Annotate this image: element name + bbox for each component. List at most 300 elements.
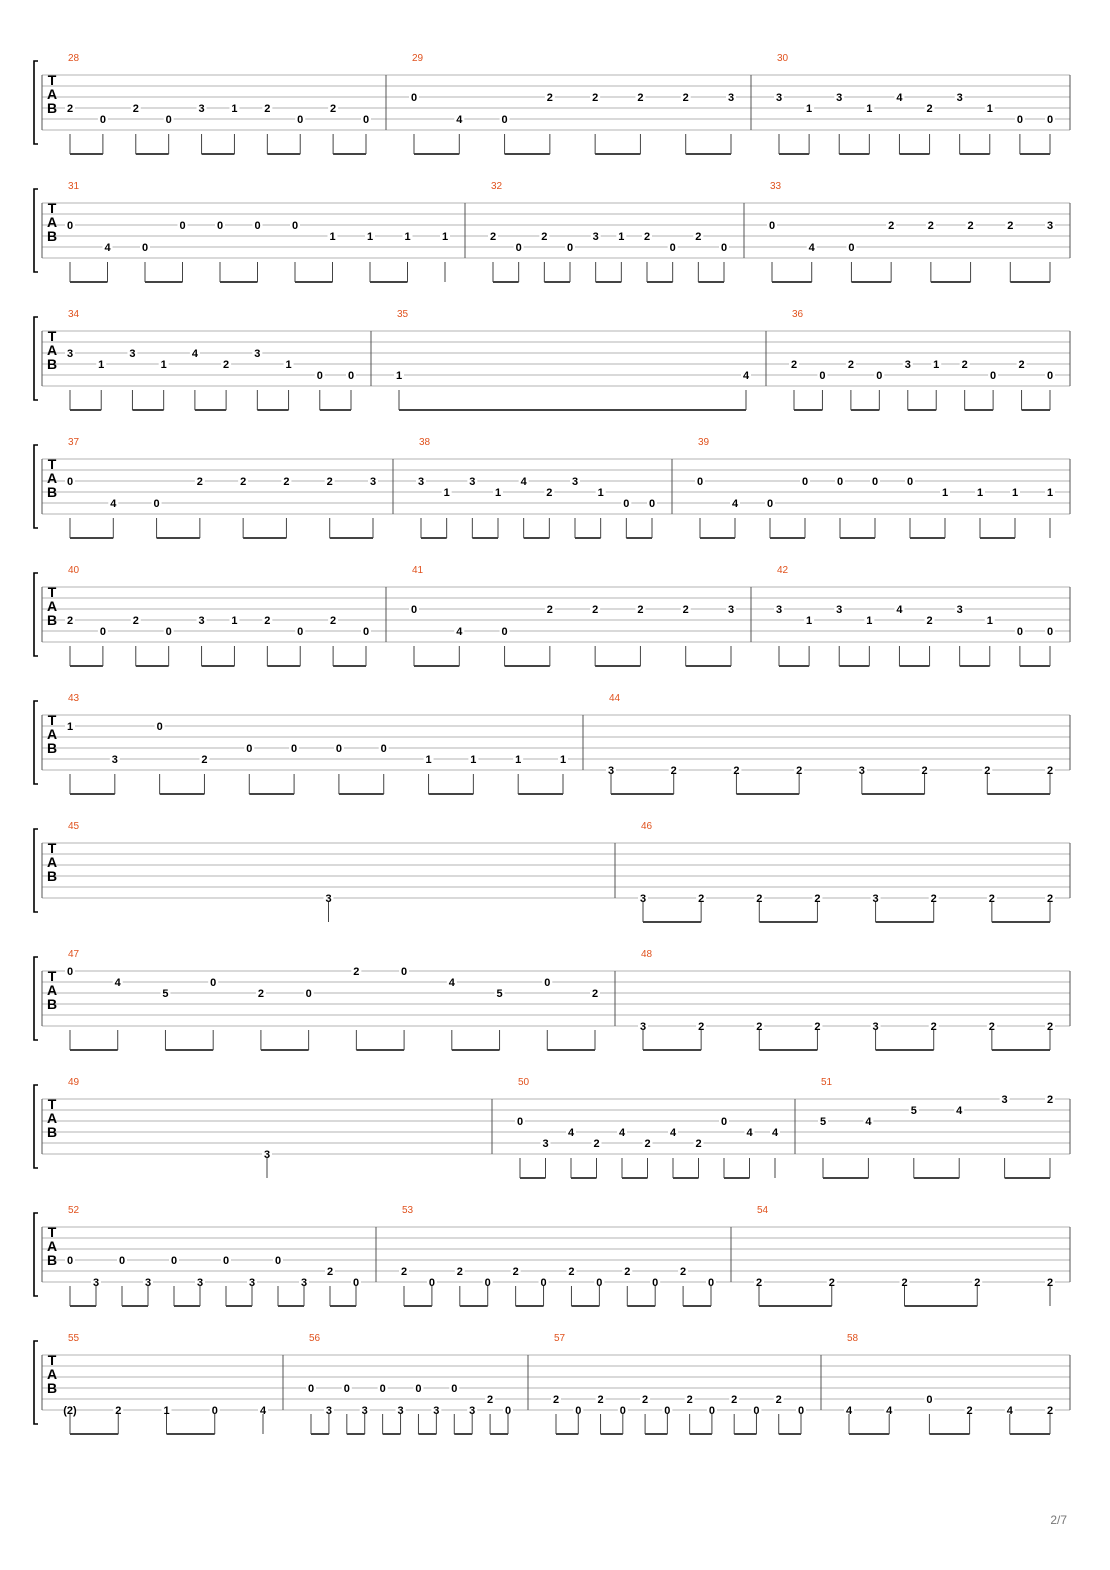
fret-number: 4: [456, 114, 463, 126]
fret-number: 2: [1046, 1405, 1054, 1417]
fret-number: 0: [410, 604, 418, 616]
measure: [409, 53, 736, 154]
fret-number: 4: [110, 498, 117, 510]
measure-number: 40: [68, 565, 80, 576]
fret-number: 2: [698, 1021, 705, 1033]
fret-number: 2: [624, 1266, 631, 1278]
fret-number: 3: [397, 1405, 404, 1417]
tab-clef-letter: A: [46, 726, 58, 742]
fret-number: 0: [297, 626, 304, 638]
fret-number: 0: [99, 626, 106, 638]
fret-number: 0: [316, 370, 323, 382]
tab-clef-letter: T: [47, 712, 57, 728]
tab-clef-letter: B: [46, 868, 58, 884]
fret-number: 3: [727, 92, 735, 104]
fret-number: 0: [575, 1405, 582, 1417]
measure-number: 53: [402, 1205, 414, 1216]
fret-number: 3: [198, 103, 205, 115]
fret-number: 1: [986, 103, 993, 115]
fret-number: 3: [872, 893, 879, 905]
fret-number: 0: [619, 1405, 626, 1417]
fret-number: 2: [988, 893, 995, 905]
measure-number: 57: [554, 1333, 566, 1344]
staff-system: [34, 1205, 1070, 1306]
measure: [65, 181, 450, 282]
tab-clef-letter: B: [46, 484, 58, 500]
fret-number: 2: [814, 893, 821, 905]
measure: [774, 53, 1055, 154]
system-bracket: [34, 61, 38, 144]
measure: [65, 309, 356, 410]
measure: [515, 1077, 780, 1178]
fret-number: 1: [806, 103, 813, 115]
fret-number: 2: [930, 1021, 937, 1033]
fret-number: 0: [165, 626, 172, 638]
fret-number: 1: [1011, 487, 1019, 499]
measure-number: 37: [68, 437, 80, 448]
fret-number: 2: [680, 1266, 687, 1278]
fret-number: 3: [858, 765, 865, 777]
fret-number: 0: [246, 743, 253, 755]
measure: [844, 1333, 1055, 1434]
measure: [416, 437, 657, 538]
fret-number: 0: [876, 370, 883, 382]
measure-number: 41: [412, 565, 424, 576]
fret-number: 0: [379, 1383, 386, 1395]
fret-number: 3: [592, 231, 599, 243]
fret-number: 2: [546, 487, 553, 499]
system-bracket: [34, 957, 38, 1040]
fret-number: 0: [380, 743, 387, 755]
fret-number: 2: [698, 893, 705, 905]
fret-number: 0: [819, 370, 826, 382]
fret-number: 0: [352, 1277, 360, 1289]
fret-number: 2: [901, 1277, 908, 1289]
fret-number: 0: [707, 1277, 715, 1289]
fret-number: 0: [766, 498, 774, 510]
tab-clef-letter: T: [47, 968, 57, 984]
fret-number: 0: [305, 988, 312, 1000]
measure-number: 44: [609, 693, 621, 704]
tab-clef-letter: A: [46, 1366, 58, 1382]
fret-number: 0: [222, 1255, 230, 1267]
fret-number: 0: [118, 1255, 126, 1267]
measure: [767, 181, 1055, 282]
system-bracket: [34, 317, 38, 400]
fret-number: 3: [325, 893, 332, 905]
fret-number: 2: [1046, 893, 1054, 905]
fret-number: 2: [1046, 1277, 1054, 1289]
measure-number: 29: [412, 53, 424, 64]
staff-system: [34, 309, 1070, 410]
tab-clef-letter: B: [46, 996, 58, 1012]
fret-number: 0: [156, 721, 163, 733]
fret-number: 0: [291, 220, 299, 232]
fret-number: 0: [179, 220, 186, 232]
fret-number: 2: [756, 893, 763, 905]
fret-number: 2: [240, 476, 247, 488]
fret-number: 5: [910, 1105, 917, 1117]
fret-number: 0: [484, 1277, 491, 1289]
fret-number: 0: [343, 1383, 350, 1395]
fret-number: 3: [469, 476, 476, 488]
fret-number: 0: [648, 498, 656, 510]
fret-number: 0: [99, 114, 106, 126]
fret-number: 3: [417, 476, 425, 488]
fret-number: 1: [285, 359, 292, 371]
fret-number: 2: [283, 476, 290, 488]
tab-clef-letter: B: [46, 1252, 58, 1268]
fret-number: 0: [768, 220, 776, 232]
fret-number: 0: [836, 476, 844, 488]
fret-number: 2: [541, 231, 548, 243]
staff-system: [34, 53, 1070, 154]
fret-number: 4: [104, 242, 111, 254]
fret-number: 0: [141, 242, 149, 254]
fret-number: 2: [330, 615, 337, 627]
fret-number: 0: [652, 1277, 659, 1289]
fret-number: 2: [1007, 220, 1014, 232]
tab-clef-letter: T: [47, 328, 57, 344]
fret-number: 2: [961, 359, 968, 371]
fret-number: 0: [540, 1277, 547, 1289]
fret-number: 0: [66, 1255, 74, 1267]
system-bracket: [34, 1085, 38, 1168]
measure: [68, 1077, 272, 1178]
fret-number: 2: [756, 1021, 763, 1033]
fret-number: 2: [988, 1021, 995, 1033]
fret-number: 2: [921, 765, 928, 777]
measure-number: 35: [397, 309, 409, 320]
fret-number: 2: [731, 1394, 738, 1406]
fret-number: 3: [872, 1021, 879, 1033]
fret-number: 3: [836, 92, 843, 104]
fret-number: 0: [566, 242, 574, 254]
fret-number: 0: [801, 476, 809, 488]
staff-system: [34, 949, 1070, 1050]
fret-number: 2: [755, 1277, 763, 1289]
fret-number: 1: [515, 754, 522, 766]
fret-number: 2: [733, 765, 740, 777]
fret-number: 4: [845, 1405, 853, 1417]
staff-system: [34, 565, 1070, 666]
fret-number: 0: [696, 476, 704, 488]
measure: [65, 565, 371, 666]
fret-number: 0: [216, 220, 224, 232]
measure: [789, 309, 1055, 410]
tab-clef-letter: T: [47, 584, 57, 600]
fret-number: 3: [571, 476, 579, 488]
measure-number: 54: [757, 1205, 769, 1216]
fret-number: 3: [325, 1405, 332, 1417]
fret-number: 2: [115, 1405, 122, 1417]
fret-number: 2: [1046, 1021, 1054, 1033]
fret-number: 1: [163, 1405, 170, 1417]
fret-number: 1: [470, 754, 477, 766]
tab-clef-letter: B: [46, 356, 58, 372]
fret-number: 2: [888, 220, 895, 232]
fret-number: 0: [669, 242, 676, 254]
tab-clef-letter: T: [47, 1352, 57, 1368]
measure: [754, 1205, 1055, 1306]
staff-system: [34, 693, 1070, 794]
fret-number: 1: [597, 487, 604, 499]
measure: [306, 1333, 513, 1434]
fret-number: 1: [66, 721, 74, 733]
fret-number: 4: [618, 1127, 626, 1139]
fret-number: 1: [618, 231, 625, 243]
measure: [65, 1205, 361, 1306]
fret-number: 1: [231, 103, 238, 115]
fret-number: 0: [165, 114, 172, 126]
fret-number: 2: [974, 1277, 981, 1289]
system-bracket: [34, 1213, 38, 1296]
fret-number: 2: [400, 1266, 408, 1278]
measure: [65, 437, 378, 538]
fret-number: 3: [196, 1277, 204, 1289]
fret-number: 2: [592, 92, 599, 104]
fret-number: 3: [836, 604, 843, 616]
tab-clef-letter: A: [46, 1110, 58, 1126]
fret-number: 0: [347, 370, 355, 382]
fret-number: 1: [1046, 487, 1054, 499]
fret-number: 2: [264, 103, 271, 115]
fret-number: 2: [132, 103, 139, 115]
fret-number: 2: [927, 220, 934, 232]
fret-number: 2: [512, 1266, 519, 1278]
fret-number: 4: [520, 476, 527, 488]
measure-number: 47: [68, 949, 80, 960]
tab-clef-letter: A: [46, 598, 58, 614]
fret-number: 2: [330, 103, 337, 115]
measure: [65, 949, 600, 1050]
fret-number: 0: [1016, 626, 1023, 638]
fret-number: 1: [404, 231, 411, 243]
fret-number: 0: [990, 370, 997, 382]
fret-number: 0: [410, 92, 418, 104]
measure-number: 39: [698, 437, 710, 448]
fret-number: 0: [544, 977, 551, 989]
measure-number: 43: [68, 693, 80, 704]
measure-number: 42: [777, 565, 789, 576]
fret-number: 2: [966, 1405, 973, 1417]
measure-number: 36: [792, 309, 804, 320]
fret-number: 1: [329, 231, 336, 243]
fret-number: 0: [1046, 114, 1054, 126]
fret-number: 3: [542, 1138, 549, 1150]
fret-number: 2: [930, 893, 937, 905]
fret-number: 2: [926, 615, 933, 627]
fret-number: 0: [501, 626, 508, 638]
fret-number: 3: [727, 604, 735, 616]
fret-number: 2: [593, 1138, 600, 1150]
tab-clef-letter: A: [46, 470, 58, 486]
fret-number: 2: [1046, 1094, 1054, 1106]
measure: [638, 949, 1055, 1050]
system-bracket: [34, 573, 38, 656]
fret-number: 3: [254, 348, 261, 360]
fret-number: 3: [639, 893, 647, 905]
fret-number: 2: [775, 1394, 782, 1406]
fret-number: 0: [210, 977, 217, 989]
fret-number: 1: [559, 754, 567, 766]
fret-number: 0: [504, 1405, 512, 1417]
fret-number: 2: [847, 359, 854, 371]
measure-number: 52: [68, 1205, 80, 1216]
fret-number: 3: [904, 359, 911, 371]
fret-number: 0: [501, 114, 508, 126]
fret-number: 0: [753, 1405, 760, 1417]
measure-number: 56: [309, 1333, 321, 1344]
fret-number: 2: [353, 966, 360, 978]
fret-number: 1: [494, 487, 502, 499]
fret-number: 2: [828, 1277, 835, 1289]
fret-number: 5: [496, 988, 503, 1000]
fret-number: 0: [1046, 370, 1054, 382]
fret-number: 2: [1018, 359, 1025, 371]
measure-number: 49: [68, 1077, 80, 1088]
fret-number: 0: [596, 1277, 603, 1289]
fret-number: 2: [814, 1021, 821, 1033]
fret-number: 4: [896, 92, 903, 104]
fret-number: 0: [66, 476, 74, 488]
staff-system: [34, 821, 1070, 922]
fret-number: 4: [886, 1405, 893, 1417]
page-number: 2/7: [1050, 1513, 1067, 1527]
fret-number: 2: [223, 359, 230, 371]
fret-number: 4: [771, 1127, 779, 1139]
fret-number: 2: [546, 92, 553, 104]
tab-clef-letter: T: [47, 72, 57, 88]
fret-number: 1: [160, 359, 167, 371]
fret-number: 1: [866, 615, 873, 627]
fret-number: 4: [808, 242, 815, 254]
system-bracket: [34, 701, 38, 784]
fret-number: 4: [865, 1116, 872, 1128]
fret-number: 3: [775, 604, 783, 616]
fret-number: 2: [264, 615, 271, 627]
staff-system: [34, 437, 1070, 538]
fret-number: 1: [231, 615, 238, 627]
fret-number: 2: [643, 231, 651, 243]
fret-number: 3: [248, 1277, 256, 1289]
fret-number: 3: [1001, 1094, 1008, 1106]
measure: [65, 53, 371, 154]
fret-number: 2: [682, 604, 689, 616]
fret-number: 2: [642, 1394, 649, 1406]
fret-number: 4: [731, 498, 739, 510]
fret-number: 4: [114, 977, 121, 989]
system-bracket: [34, 189, 38, 272]
tab-clef-letter: B: [46, 740, 58, 756]
tab-clef-letter: T: [47, 1224, 57, 1240]
measure-number: 48: [641, 949, 653, 960]
tab-clef-letter: A: [46, 214, 58, 230]
fret-number: 0: [291, 743, 298, 755]
fret-number: 4: [896, 604, 903, 616]
fret-number: 2: [489, 231, 497, 243]
measure: [409, 565, 736, 666]
fret-number: 1: [806, 615, 813, 627]
fret-number: 2: [682, 92, 689, 104]
measure-number: 33: [770, 181, 782, 192]
fret-number: 1: [933, 359, 940, 371]
fret-number: 0: [516, 1116, 524, 1128]
measure: [394, 309, 751, 410]
tab-clef-letter: B: [46, 1124, 58, 1140]
tab-clef-letter: T: [47, 1096, 57, 1112]
fret-number: 2: [790, 359, 798, 371]
tab-clef-letter: T: [47, 840, 57, 856]
fret-number: 0: [66, 966, 74, 978]
fret-number: 3: [956, 92, 963, 104]
staff-system: [34, 181, 1070, 282]
fret-number: 2: [326, 476, 333, 488]
system-bracket: [34, 829, 38, 912]
fret-number: 0: [720, 242, 728, 254]
staff-system: [34, 1333, 1070, 1434]
fret-number: 1: [976, 487, 984, 499]
measure-number: 31: [68, 181, 80, 192]
fret-number: 2: [201, 754, 208, 766]
fret-number: 0: [451, 1383, 458, 1395]
fret-number: 0: [664, 1405, 671, 1417]
fret-number: 1: [441, 231, 449, 243]
fret-number: 2: [695, 231, 702, 243]
fret-number: 2: [637, 604, 644, 616]
fret-number: 0: [906, 476, 914, 488]
fret-number: 2: [984, 765, 991, 777]
fret-number: 2: [926, 103, 933, 115]
fret-number: 0: [335, 743, 342, 755]
fret-number: 4: [1006, 1405, 1013, 1417]
fret-number: 2: [670, 765, 677, 777]
fret-number: 3: [607, 765, 615, 777]
fret-number: 0: [515, 242, 522, 254]
fret-number: 0: [797, 1405, 805, 1417]
fret-number: 0: [401, 966, 408, 978]
fret-number: 3: [66, 348, 74, 360]
fret-number: 2: [66, 103, 74, 115]
measure: [399, 1205, 716, 1306]
fret-number: 4: [742, 370, 750, 382]
fret-number: 1: [366, 231, 374, 243]
fret-number: 3: [1046, 220, 1054, 232]
fret-number: 3: [129, 348, 136, 360]
fret-number: 0: [170, 1255, 178, 1267]
tab-clef-letter: A: [46, 1238, 58, 1254]
fret-number: 4: [956, 1105, 963, 1117]
fret-number: 4: [456, 626, 463, 638]
tab-clef-letter: B: [46, 100, 58, 116]
fret-number: 2: [132, 615, 139, 627]
fret-number: 1: [395, 370, 403, 382]
fret-number: 2: [456, 1266, 463, 1278]
tab-clef-letter: T: [47, 456, 57, 472]
fret-number: 3: [369, 476, 377, 488]
measure-number: 45: [68, 821, 80, 832]
fret-number: 2: [326, 1266, 334, 1278]
fret-number: 0: [362, 114, 370, 126]
fret-number: 4: [746, 1127, 753, 1139]
measure: [606, 693, 1055, 794]
fret-number: 2: [597, 1394, 604, 1406]
tab-clef-letter: A: [46, 982, 58, 998]
fret-number: 3: [775, 92, 783, 104]
fret-number: 0: [297, 114, 304, 126]
measure-number: 28: [68, 53, 80, 64]
staff-system: [34, 1077, 1070, 1178]
